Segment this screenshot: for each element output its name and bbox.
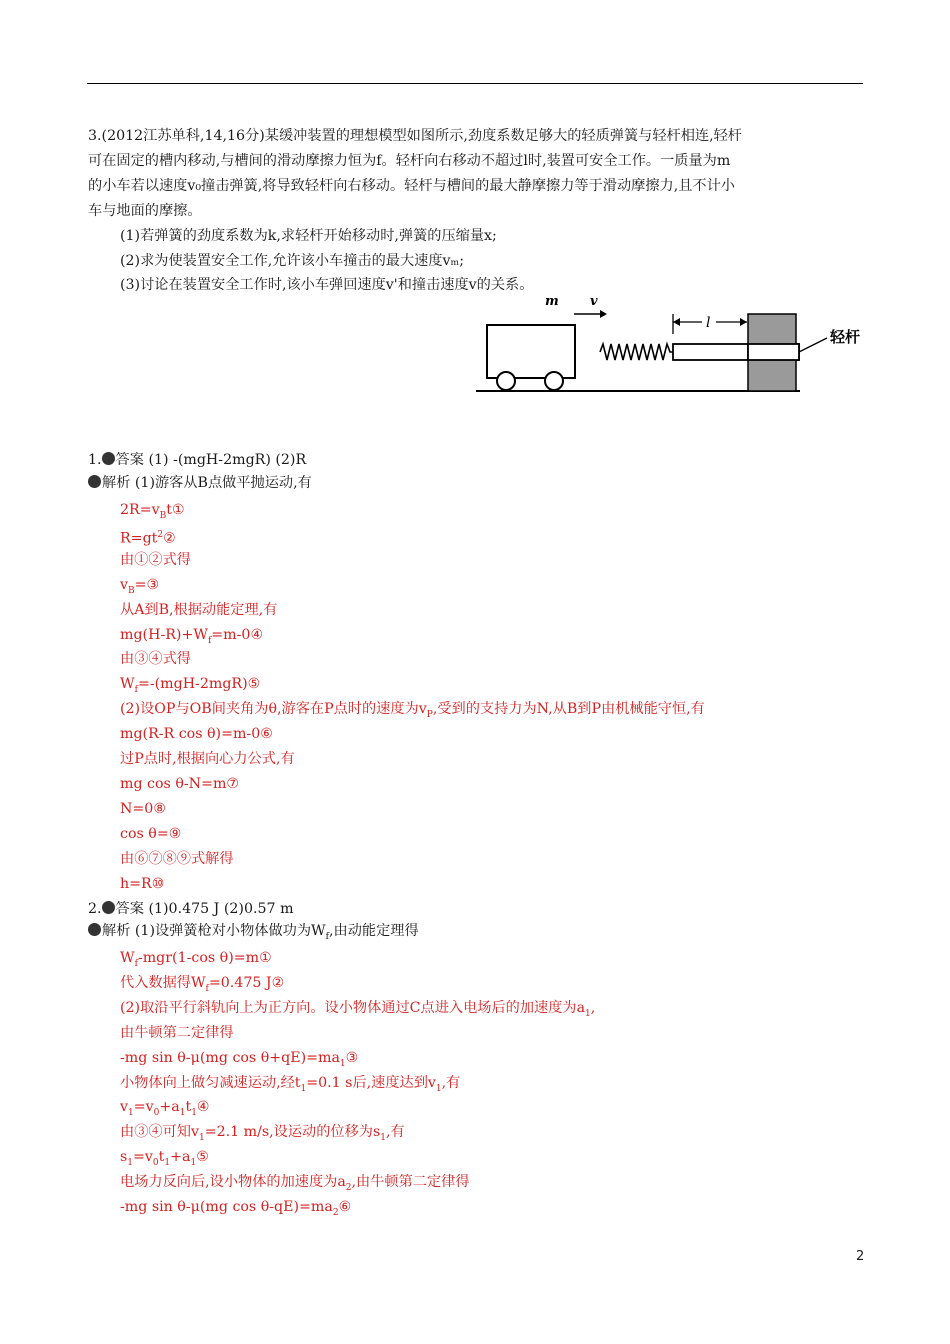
solution-step: (2)取沿平行斜轨向上为正方向。设小物体通过C点进入电场后的加速度为$a_1$, <box>120 999 596 1019</box>
solution-step: $W_f=-(mgH-2mgR)⑤$ <box>120 676 261 696</box>
analysis2-header <box>88 920 419 948</box>
velocity-arrow-head <box>600 310 607 318</box>
answer2-text: (1)0.475 J (2)0.57 m <box>143 901 294 917</box>
cart-wheel <box>545 372 563 390</box>
answer1-number: 1. <box>88 452 102 468</box>
length-label: l <box>706 315 711 331</box>
solution-step: mg(R-R cos θ)=m-0⑥ <box>120 726 273 743</box>
question-part-1: (1)若弹簧的劲度系数为k,求轻杆开始移动时,弹簧的压缩量x; <box>120 228 497 244</box>
buffer-device-figure <box>470 292 870 402</box>
question-line: 3.(2012江苏单科,14,16分)某缓冲装置的理想模型如图所示,劲度系数足够大的轻质弹簧与轻杆相连,轻杆 <box>88 128 742 144</box>
spring <box>600 344 673 360</box>
analysis2-label: 解析 <box>102 923 131 939</box>
question-part-3: (3)讨论在装置安全工作时,该小车弹回速度v'和撞击速度v的关系。 <box>120 277 534 293</box>
answer1-header <box>88 449 306 471</box>
solution-step: 由牛顿第二定律得 <box>120 1024 234 1041</box>
solution-step: $v_B=③$ <box>120 576 160 596</box>
solution-step: $mg(H-R)+W_f=m-0④$ <box>120 626 264 646</box>
answer-icon <box>102 901 115 914</box>
solution-step: 从A到B,根据动能定理,有 <box>120 601 278 618</box>
mass-label: m <box>545 294 559 309</box>
solution-step: cos θ=⑨ <box>120 825 182 842</box>
solution-step: mg cos θ-N=m⑦ <box>120 775 240 792</box>
analysis1-text: (1)游客从B点做平抛运动,有 <box>130 475 312 491</box>
answer-icon <box>102 452 115 465</box>
solution-step: $R=gt^2②$ <box>120 529 176 547</box>
answer2-header <box>88 898 294 920</box>
header-rule <box>87 83 863 84</box>
answer2-number: 2. <box>88 901 102 917</box>
question-line: 车与地面的摩擦。 <box>88 203 202 219</box>
question-line: 可在固定的槽内移动,与槽间的滑动摩擦力恒为f。轻杆向右移动不超过l时,装置可安全工作。一质量为m <box>88 153 731 169</box>
solution-step: $v_1=v_0+a_1t_1④$ <box>120 1099 210 1119</box>
rod-label: 轻杆 <box>830 328 861 346</box>
solution-step: 代入数据得$W_f=0.475$ J② <box>120 974 285 994</box>
solution-step: N=0⑧ <box>120 800 167 817</box>
answer1-label: 答案 <box>115 452 144 468</box>
rod-in-slot <box>748 344 799 360</box>
dimension-arrow-right <box>740 318 747 326</box>
analysis-icon <box>88 475 101 488</box>
solution-step: $s_1=v_0t_1+a_1⑤$ <box>120 1149 209 1169</box>
dimension-arrow-left <box>673 318 680 326</box>
analysis1-label: 解析 <box>102 475 131 491</box>
answer1-text: (1) -(mgH-2mgR) (2)R <box>143 452 307 468</box>
analysis-icon <box>88 923 101 936</box>
cart-body <box>487 325 575 378</box>
velocity-label: v <box>590 294 598 309</box>
solution-step: h=R⑩ <box>120 875 165 892</box>
solution-step: -mg sin θ-μ(mg $\cos \theta+qE)=ma_1③$ <box>120 1049 359 1069</box>
analysis2-text: (1)设弹簧枪对小物体做功为$W_f$,由动能定理得 <box>130 923 419 942</box>
solution-step: 由①②式得 <box>120 551 191 568</box>
solution-step: 过P点时,根据向心力公式,有 <box>120 751 295 767</box>
solution-step: 电场力反向后,设小物体的加速度为$a_2$,由牛顿第二定律得 <box>120 1174 470 1193</box>
cart-wheel <box>497 372 515 390</box>
answer2-label: 答案 <box>115 901 144 917</box>
question-part-2: (2)求为使装置安全工作,允许该小车撞击的最大速度vₘ; <box>120 253 465 269</box>
rod-label-leader <box>799 338 827 352</box>
solution-step: 由③④可知$v_1=2.1$ m/s,设运动的位移为$s_1$,有 <box>120 1124 405 1144</box>
solution-step: 由⑥⑦⑧⑨式解得 <box>120 850 234 867</box>
question-line: 的小车若以速度v₀撞击弹簧,将导致轻杆向右移动。轻杆与槽间的最大静摩擦力等于滑动摩擦力,且不计小 <box>88 178 735 194</box>
solution-step: 小物体向上做匀减速运动,经$t_1=0.1$ s后,速度达到$v_1$,有 <box>120 1074 461 1094</box>
page-number: 2 <box>856 1249 865 1264</box>
solution-step: (2)设OP与OB间夹角为θ,游客在P点时的速度为$v_P$,受到的支持力为N,从B到P由机械能守恒,有 <box>120 701 705 721</box>
solution-step: 由③④式得 <box>120 651 191 668</box>
solution-step: $W_f-mgr(1-\cos$ θ)=m① <box>120 950 272 969</box>
analysis1-header <box>88 472 312 494</box>
solution-step: $2R=v_Bt①$ <box>120 502 185 521</box>
solution-step: -mg sin θ-μ(mg $\cos \theta-qE)=ma_2⑥$ <box>120 1199 352 1218</box>
